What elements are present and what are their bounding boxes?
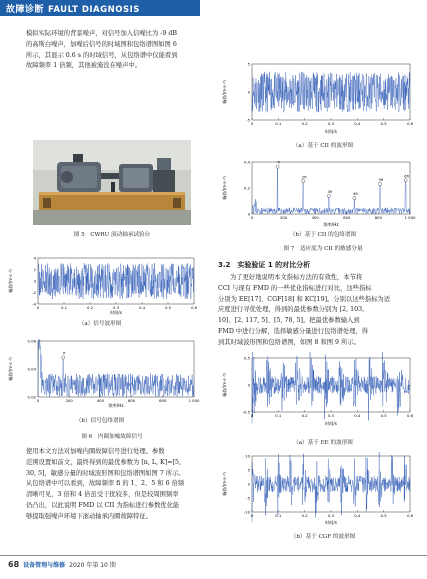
x-tick-label: 0.6 [190, 305, 198, 310]
x-tick-label: 0.3 [112, 305, 120, 310]
fig7b-caption: （b）基于 CII 的包络谱图 [289, 232, 357, 238]
peak-label: 5fi [378, 177, 384, 182]
text-line: 的高斯白噪声，加噪后信号的时域图和包络谱图如图 6 [26, 40, 177, 48]
y-tick-label: 4 [33, 255, 36, 261]
y-tick-label: 0 [247, 481, 250, 487]
x-tick-label: 0.1 [275, 121, 282, 126]
text-line: 应度进行寻优处理，得到的最优参数分别为 [2, 103, [218, 306, 365, 314]
fig6b-chart [6, 337, 201, 409]
peak-label: 6fi [404, 174, 409, 179]
issue-info: 2020 年第 10 期 [69, 562, 116, 569]
x-tick-label: 0.4 [138, 305, 146, 310]
x-tick-label: 0.2 [301, 513, 308, 518]
y-tick-label: 5 [247, 61, 250, 67]
y-tick-label: 0 [33, 278, 36, 284]
x-tick-label: 200 [279, 215, 288, 220]
y-axis-label: 幅值/(m·s⁻²) [222, 176, 227, 200]
y-tick-label: -4 [32, 301, 36, 307]
fig7a-caption: （a）基于 CII 的波形图 [292, 143, 354, 149]
x-tick-label: 0.1 [275, 413, 282, 418]
x-tick-label: 0 [250, 215, 254, 220]
fig6-caption: 图 6 内圈加噪故障信号 [81, 434, 143, 440]
fig8a-caption: （a）基于 EE 的波形图 [293, 440, 353, 446]
x-tick-label: 400 [96, 398, 105, 403]
text-line: 清晰可见，3 倍和 4 倍虽受干扰较多，但是较周围频率 [26, 491, 179, 499]
y-tick-label: 10 [245, 453, 250, 459]
x-tick-label: 0.6 [406, 513, 414, 518]
peak-marker [327, 194, 330, 197]
x-axis-label: 频率/Hz [323, 222, 339, 227]
text-line: 范围设置如前文，最终得到的最优参数为 [n, L, K]=[5, [26, 458, 181, 466]
x-tick-label: 600 [343, 215, 351, 220]
y-tick-label: 0.5 [243, 355, 250, 361]
section-title: 3.2 实验验证 1 的对比分析 [218, 261, 311, 269]
footer-divider [0, 555, 427, 556]
text-line: 从包络谱中可以看到，故障频率 fi 的 1、2、5 和 6 倍频 [26, 480, 185, 488]
y-tick-label: -2 [32, 289, 36, 295]
y-tick-label: -10 [243, 509, 250, 515]
x-tick-label: 0.4 [354, 121, 361, 126]
y-tick-label: 0.04 [27, 366, 36, 372]
peak-label: fi [63, 351, 66, 356]
x-tick-label: 0.1 [60, 305, 68, 310]
x-axis-label: 时间/s [325, 421, 337, 426]
y-axis-label: 幅值/(m·s⁻²) [222, 472, 227, 496]
fig8a-chart [218, 352, 418, 428]
y-tick-label: 5 [247, 467, 250, 473]
x-tick-label: 0 [250, 413, 254, 418]
y-tick-label: 0 [247, 211, 250, 217]
x-tick-label: 400 [311, 215, 319, 220]
x-axis-label: 时间/s [110, 310, 122, 315]
x-tick-label: 600 [127, 398, 136, 403]
peak-label: 4fi [353, 191, 358, 196]
section-header [6, 2, 140, 15]
fig8b-chart [218, 452, 418, 528]
x-tick-label: 0.5 [380, 513, 387, 518]
sensitive-component-waveform [252, 72, 410, 112]
envelope-spectrum [38, 339, 194, 397]
x-tick-label: 0.1 [275, 513, 282, 518]
y-tick-label: 0 [247, 382, 250, 388]
x-tick-label: 0.6 [406, 413, 414, 418]
text-line: 为了更好地说明本文指标方法的有效性，本节将 [230, 274, 363, 281]
x-tick-label: 0 [250, 121, 254, 126]
x-tick-label: 0.2 [301, 121, 308, 126]
section-header-en: FAULT DIAGNOSIS [48, 5, 140, 15]
peak-label: 2fi [301, 175, 307, 180]
x-tick-label: 0 [36, 305, 40, 310]
y-tick-label: 2 [33, 266, 36, 272]
y-axis-label: 幅值/(m·s⁻²) [8, 269, 13, 293]
peak-label: fi [277, 160, 280, 165]
y-axis-label: 幅值/(m·s⁻²) [222, 80, 227, 104]
peak-marker [353, 196, 356, 199]
right-paragraph [218, 273, 414, 349]
fig5-caption: 图 5 CWRU 滚动轴承试验台 [73, 232, 151, 238]
text-line: 到其时域波形图和包络谱图，如图 8 和图 9 所示。 [218, 338, 360, 346]
test-rig-illustration [33, 140, 191, 225]
fig8b-caption: （b）基于 CGF 的波形图 [290, 534, 356, 540]
test-rig-photo [33, 140, 191, 225]
x-tick-label: 800 [159, 398, 167, 403]
x-tick-label: 0.4 [354, 413, 361, 418]
plot-frame [252, 162, 410, 214]
left-paragraph-top [26, 29, 206, 72]
section-header-cn: 故障诊断 [6, 5, 45, 15]
x-axis-label: 频率/Hz [108, 403, 124, 408]
x-axis-label: 时间/s [325, 129, 337, 134]
peak-marker [404, 179, 407, 182]
fig7b-chart [218, 158, 418, 230]
x-axis-label: 时间/s [325, 520, 337, 525]
fig6a-caption: （a）信号波形图 [78, 321, 122, 327]
y-tick-label: -0.5 [242, 409, 250, 415]
y-tick-label: 0.02 [27, 394, 36, 400]
x-tick-label: 0.3 [327, 513, 335, 518]
x-tick-label: 200 [65, 398, 73, 403]
fig7-caption: 图 7 适应度为 CII 的敏感分量 [283, 246, 363, 252]
y-tick-label: -5 [246, 117, 250, 123]
fig7a-chart [218, 58, 418, 138]
x-tick-label: 0 [250, 513, 254, 518]
x-tick-label: 0.2 [86, 305, 94, 310]
journal-name: 设备管理与维修 [23, 562, 66, 569]
x-tick-label: 800 [374, 215, 383, 220]
x-tick-label: 0.5 [164, 305, 172, 310]
x-tick-label: 1 000 [404, 215, 416, 220]
text-line: 10]、[2, 117, 5]、[5, 78, 5]。把最优参数输入到 [218, 317, 360, 325]
x-tick-label: 0 [36, 398, 40, 403]
x-tick-label: 0.3 [327, 413, 335, 418]
text-line: 够提取强噪声环境下滚动轴承内圈故障特征。 [26, 512, 152, 520]
peak-marker [276, 165, 279, 168]
x-tick-label: 0.3 [327, 121, 335, 126]
footer [8, 560, 116, 569]
fig6a-chart [6, 254, 201, 316]
y-tick-label: 0.2 [243, 185, 250, 191]
peak-label: 3fi [327, 189, 333, 194]
x-tick-label: 0.4 [354, 513, 361, 518]
x-tick-label: 0.6 [406, 121, 414, 126]
peak-marker [302, 180, 305, 183]
x-tick-label: 0.2 [301, 413, 308, 418]
x-tick-label: 1 000 [188, 398, 200, 403]
x-tick-label: 0.5 [380, 121, 387, 126]
y-axis-label: 幅值/(m·s⁻²) [222, 373, 227, 397]
signal-waveform [38, 263, 194, 299]
y-tick-label: 0.4 [243, 159, 250, 165]
peak-marker [378, 182, 381, 185]
text-line: 仍凸出，以此说明 FMD 以 CII 为指标进行参数优化能 [26, 501, 180, 509]
x-tick-label: 0.5 [380, 413, 387, 418]
text-line: 所示，其显示 0.6 s 的时域信号，从包络谱中仅能看到 [26, 51, 178, 59]
text-line: 分别为 EE[17]、CGF[18] 和 KC[19]。分别以这些指标为适 [218, 295, 390, 303]
y-axis-label: 幅值/(m·s⁻²) [8, 357, 13, 381]
y-tick-label: -5 [246, 495, 250, 501]
text-line: FMD 中进行分解，选择敏感分量进行包络谱处理，得 [218, 327, 369, 335]
text-line: 30, 5]，敏感分量的时域波形图和包络谱图如图 7 所示。 [26, 469, 185, 477]
text-line: CCI 与现有 FMD 的一些优化指标进行对比，这些指标 [218, 284, 372, 292]
peak-marker [62, 356, 65, 359]
fig6b-caption: （b）信号包络谱图 [75, 418, 125, 424]
y-tick-label: 0 [247, 89, 250, 95]
text-line: 故障频率 1 倍频，其他被淹没在噪声中。 [26, 62, 142, 70]
left-paragraph-bottom [26, 447, 206, 523]
text-line: 使用本文方法对加噪内圈故障信号进行处理。参数 [26, 448, 165, 455]
page-number: 68 [8, 560, 20, 569]
text-line: 模拟实际环境的背景噪声，对信号加入信噪比为 -9 dB [26, 30, 178, 37]
y-tick-label: 0.06 [27, 338, 36, 344]
